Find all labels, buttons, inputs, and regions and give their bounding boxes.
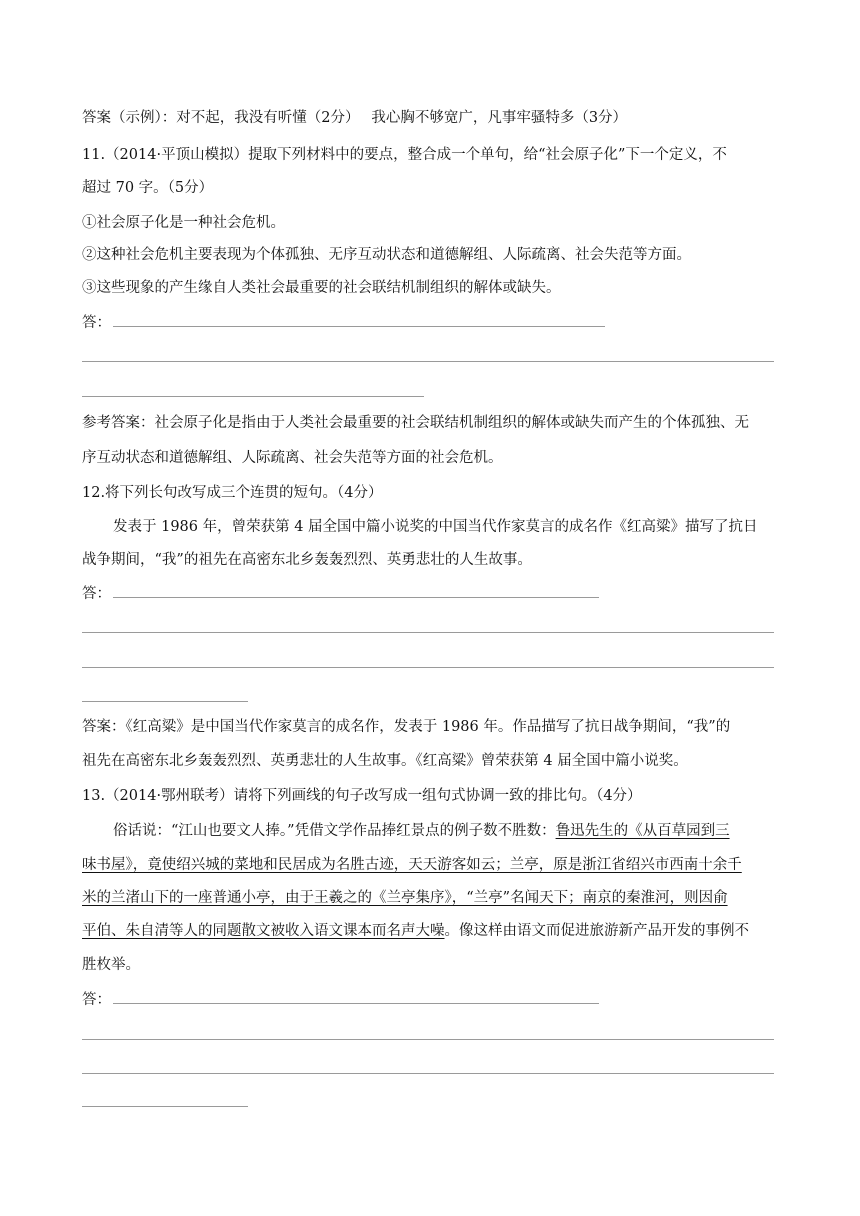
underlined-sentence: 平伯、朱自清等人的同题散文被收入语文课本而名声大噪 [82, 923, 445, 939]
question-13-passage-2: 味书屋》，竟使绍兴城的菜地和民居成为名胜古迹，天天游客如云；兰亭，原是浙江省绍兴市西南十余千 [82, 857, 742, 873]
question-13-passage-5: 胜枚举。 [82, 957, 140, 973]
answer-blank-line [82, 1073, 774, 1074]
answer-blank-line [113, 597, 599, 598]
question-12: 12.将下列长句改写成三个连贯的短句。（4分） [82, 485, 383, 501]
answer-blank-line [113, 326, 605, 327]
answer-label-13: 答： [82, 992, 111, 1008]
question-13: 13.（2014·鄂州联考）请将下列画线的句子改写成一组句式协调一致的排比句。（4分） [82, 788, 642, 804]
answer-blank-line [113, 1003, 599, 1004]
question-11-line-2: 超过 70 字。（5分） [82, 180, 214, 196]
question-12-passage-2: 战争期间，“我”的祖先在高密东北乡轰轰烈烈、英勇悲壮的人生故事。 [82, 552, 532, 568]
answer-blank-line [82, 396, 424, 397]
material-item-3: ③这些现象的产生缘自人类社会最重要的社会联结机制组织的解体或缺失。 [82, 280, 561, 296]
answer-blank-line [82, 667, 774, 668]
material-item-1: ①社会原子化是一种社会危机。 [82, 215, 285, 231]
answer-12-line-1: 答案：《红高粱》是中国当代作家莫言的成名作，发表于 1986 年。作品描写了抗日战争期间，“我”的 [82, 719, 731, 735]
question-13-passage-4 [82, 921, 749, 941]
answer-blank-line [82, 361, 774, 362]
question-13-passage-1 [113, 821, 730, 841]
underlined-sentence: 鲁迅先生的《从百草园到三 [555, 823, 730, 839]
passage-text: 俗话说：“江山也要文人捧。”凭借文学作品捧红景点的例子数不胜数： [113, 823, 556, 839]
material-item-2: ②这种社会危机主要表现为个体孤独、无序互动状态和道德解组、人际疏离、社会失范等方面。 [82, 247, 691, 263]
answer-12-line-2: 祖先在高密东北乡轰轰烈烈、英勇悲壮的人生故事。《红高粱》曾荣获第 4 届全国中篇小说奖。 [82, 753, 688, 769]
answer-blank-line [82, 1106, 248, 1107]
reference-answer-line-1: 参考答案：社会原子化是指由于人类社会最重要的社会联结机制组织的解体或缺失而产生的个体孤独、无 [82, 415, 749, 431]
answer-blank-line [82, 632, 774, 633]
reference-answer-line-2: 序互动状态和道德解组、人际疏离、社会失范等方面的社会危机。 [82, 450, 503, 466]
question-13-passage-3: 米的兰渚山下的一座普通小亭，由于王羲之的《兰亭集序》，“兰亭”名闻天下；南京的秦淮河，则因俞 [82, 890, 728, 906]
answer-label-12: 答： [82, 586, 111, 602]
answer-example-line: 答案（示例）：对不起，我没有听懂（2分） 我心胸不够宽广，凡事牢骚特多（3分） [82, 110, 628, 126]
answer-blank-line [82, 1039, 774, 1040]
answer-blank-line [82, 701, 248, 702]
passage-text: 。像这样由语文而促进旅游新产品开发的事例不 [444, 923, 749, 939]
answer-label-11: 答： [82, 315, 111, 331]
question-12-passage-1: 发表于 1986 年，曾荣获第 4 届全国中篇小说奖的中国当代作家莫言的成名作《红高粱》描写了抗日 [113, 519, 758, 535]
question-11-line-1: 11.（2014·平顶山模拟）提取下列材料中的要点，整合成一个单句，给“社会原子化”下一个定义，不 [82, 147, 727, 163]
